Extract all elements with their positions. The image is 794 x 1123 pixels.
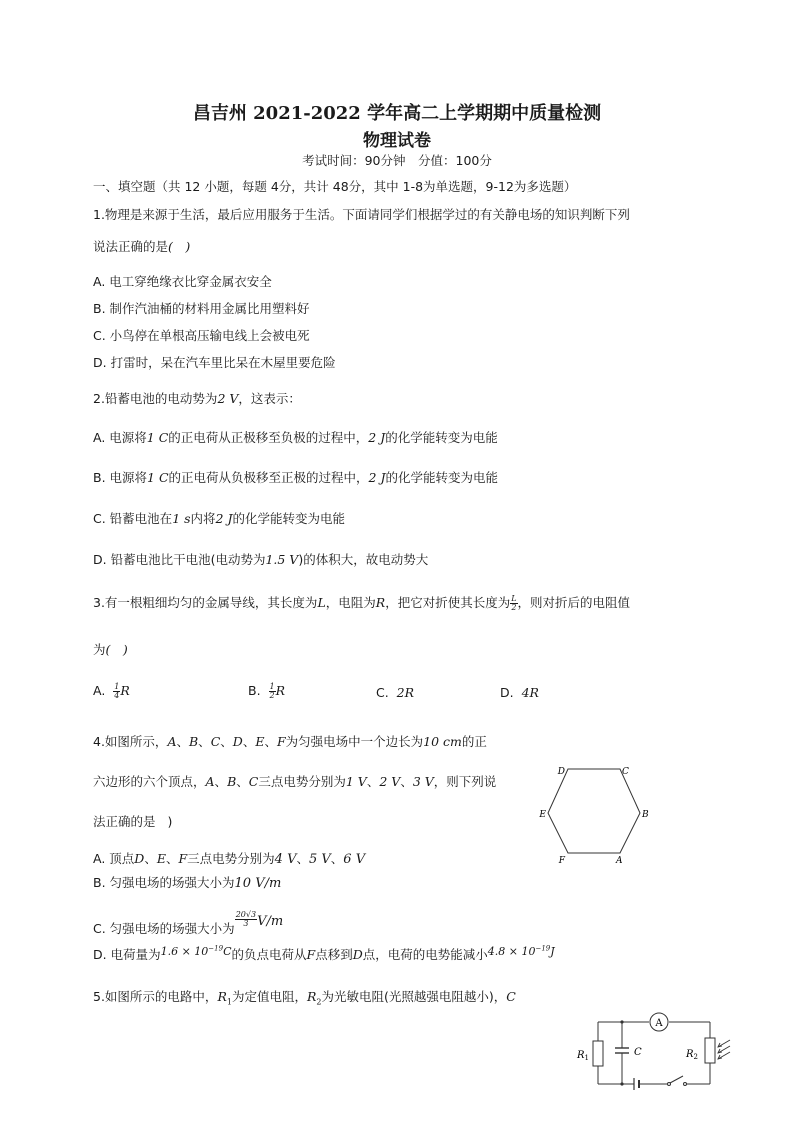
q1-stem-line1: 1.物理是来源于生活，最后应用服务于生活。下面请同学们根据学过的有关静电场的知识判断下列	[93, 207, 630, 222]
q5-stem-line1: 5.如图所示的电路中，$R_1$为定值电阻，$R_2$为光敏电阻(光照越强电阻越小)，C	[93, 989, 516, 1007]
hexagon-figure	[534, 762, 654, 864]
q1-option-d: D. 打雷时，呆在汽车里比呆在木屋里要危险	[93, 355, 336, 370]
q1-option-a: A. 电工穿绝缘衣比穿金属衣安全	[93, 274, 272, 289]
q3-option-c: C. 2R	[376, 685, 415, 700]
q2-option-a: A. 电源将1 C的正电荷从正极移至负极的过程中，2 J的化学能转变为电能	[93, 430, 498, 445]
exam-title: 昌吉州 2021-2022 学年高二上学期期中质量检测	[192, 103, 602, 124]
section-heading: 一、填空题（共 12 小题，每题 4分，共计 48分，其中 1-8为单选题，9-12为多选题）	[93, 179, 577, 194]
exam-info: 考试时间：90分钟 分值：100分	[302, 153, 492, 168]
r1-label: $R_1$	[577, 1050, 589, 1062]
q4-stem-line2: 六边形的六个顶点，A、B、C三点电势分别为1 V、2 V、3 V，则下列说	[93, 774, 497, 789]
q3-option-d: D. 4R	[500, 685, 539, 700]
vertex-label-d: D	[557, 767, 565, 777]
q1-option-b: B. 制作汽油桶的材料用金属比用塑料好	[93, 301, 310, 316]
q2-stem: 2.铅蓄电池的电动势为2 V，这表示：	[93, 391, 301, 406]
resistor-r2	[705, 1038, 715, 1063]
vertex-label-f: F	[558, 856, 565, 864]
hexagon-shape	[548, 769, 640, 853]
ammeter-label: A	[655, 1018, 663, 1029]
q2-option-d: D. 铅蓄电池比干电池(电动势为1.5 V)的体积大，故电动势大	[93, 552, 429, 567]
vertex-label-e: E	[539, 810, 546, 820]
q3-option-b: B. $\frac{1}{2}$ R	[248, 682, 286, 700]
fraction-l-over-2: $\frac{L}{2}$	[511, 594, 517, 612]
light-arrows-icon	[718, 1040, 730, 1059]
r2-label: $R_2$	[686, 1049, 698, 1061]
q4-option-b: B. 匀强电场的场强大小为10 V/m	[93, 875, 282, 891]
q3-option-a: A. $\frac{1}{4}$ R	[93, 682, 130, 700]
q4-stem-line1: 4.如图所示，A、B、C、D、E、F为匀强电场中一个边长为10 cm的正	[93, 734, 487, 749]
q4-option-a: A. 顶点D、E、F三点电势分别为4 V、5 V、6 V	[93, 851, 366, 867]
q4-option-c: C. 匀强电场的场强大小为 $\frac{20√3}{3}$ V/m	[93, 910, 284, 936]
switch-blade-icon	[670, 1076, 683, 1083]
exam-subtitle: 物理试卷	[363, 131, 431, 151]
q2-option-b: B. 电源将1 C的正电荷从负极移至正极的过程中，2 J的化学能转变为电能	[93, 470, 498, 485]
capacitor-label: C	[634, 1047, 642, 1058]
resistor-r1	[593, 1041, 603, 1066]
q4-stem-line3: 法正确的是 )	[93, 814, 173, 829]
circuit-figure	[572, 1010, 742, 1090]
q2-option-c: C. 铅蓄电池在1 s内将2 J的化学能转变为电能	[93, 511, 345, 526]
fraction-20root3-over-3: $\frac{20√3}{3}$	[235, 910, 257, 928]
vertex-label-b: B	[642, 810, 649, 820]
q3-stem-line1: 3.有一根粗细均匀的金属导线，其长度为L，电阻为R，把它对折使其长度为 $\frac{L}{2}$ ，则对折后的电阻值	[93, 594, 631, 612]
q1-stem-line2: 说法正确的是( )	[93, 239, 191, 254]
junction-top	[620, 1020, 623, 1023]
vertex-label-a: A	[616, 856, 623, 864]
q4-option-d: D. 电荷量为$1.6 \times 10^{-19}C$的负点电荷从F点移到D点，电荷的电势能减小$4.8 \times 10^{-19}J$	[93, 944, 555, 962]
vertex-label-c: C	[622, 767, 629, 777]
q1-option-c: C. 小鸟停在单根高压输电线上会被电死	[93, 328, 310, 343]
q3-stem-line2: 为( )	[93, 642, 128, 657]
